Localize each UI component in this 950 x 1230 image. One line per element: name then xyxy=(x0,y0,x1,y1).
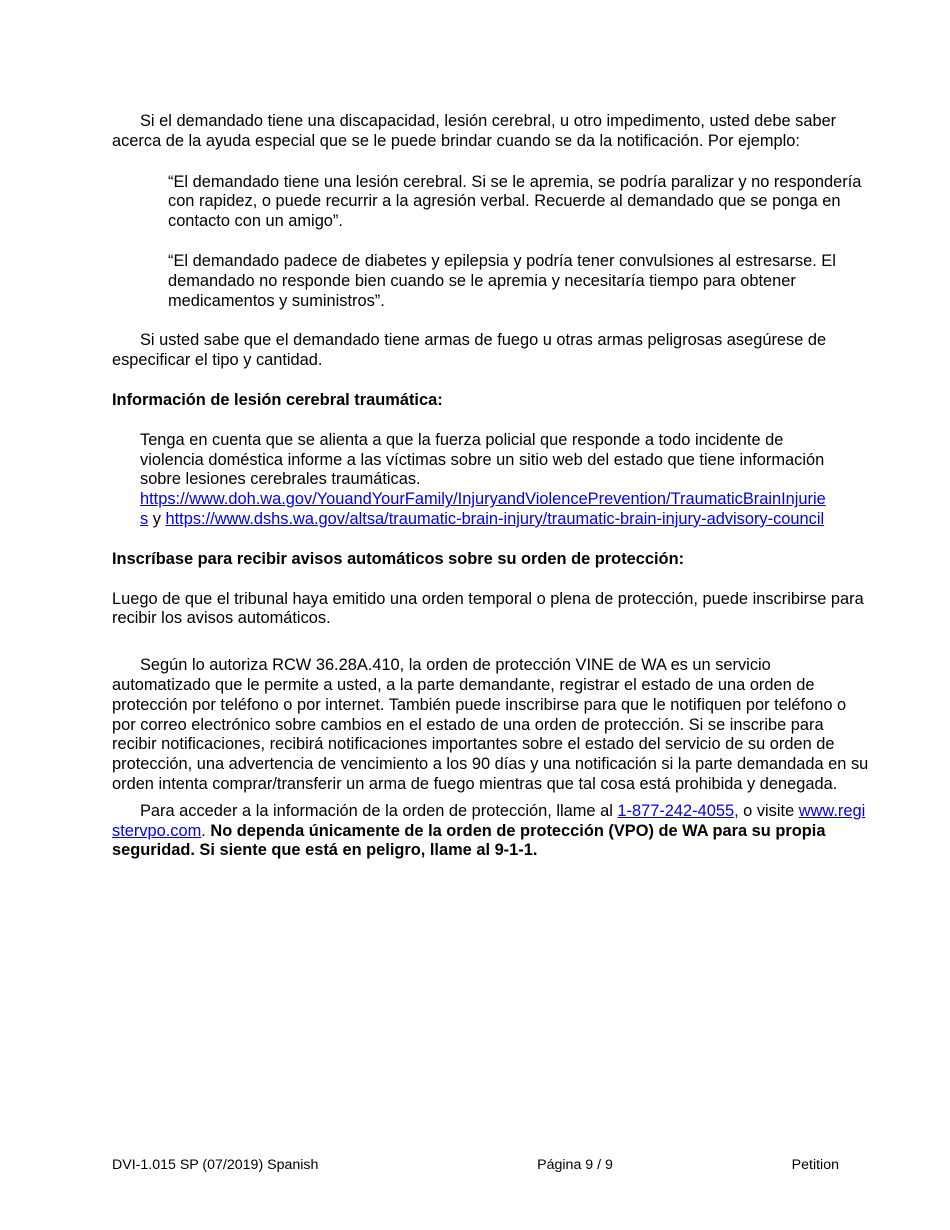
phone-link[interactable]: 1-877-242-4055, xyxy=(617,801,739,820)
document-type: Petition xyxy=(791,1157,839,1173)
tbi-links xyxy=(140,490,832,530)
example-quote-2: “El demandado padece de diabetes y epilepsia y podría tener convulsiones al estresarse. El demandado no responde bien cuando se le apremia y necesitaría tiempo para obtener medicamentos y suministros”. xyxy=(168,251,836,310)
dshs-tbi-link[interactable]: https://www.dshs.wa.gov/altsa/traumatic-brain-injury/traumatic-brain-injury-advisory-council xyxy=(165,509,825,528)
contact-text-start: Para acceder a la información de la orden de protección, llame al xyxy=(140,801,618,820)
intro-paragraph: Si el demandado tiene una discapacidad, lesión cerebral, u otro impedimento, usted debe saber acerca de la ayuda especial que se le puede brindar cuando se da la notificación. Por ejemplo: xyxy=(112,112,837,150)
example-quote-1: “El demandado tiene una lesión cerebral. Si se le apremia, se podría paralizar y no respondería con rapidez, o puede recurrir a la agresión verbal. Recuerde al demandado que se ponga en contacto con un amigo”. xyxy=(168,172,862,231)
registervpo-link[interactable]: www.registervpo.com xyxy=(112,801,866,840)
contact-paragraph xyxy=(112,802,872,861)
page-footer xyxy=(112,1157,839,1174)
notifications-paragraph: Luego de que el tribunal haya emitido una orden temporal o plena de protección, puede inscribirse para recibir los avisos automáticos. xyxy=(112,589,864,628)
contact-text-dot: . xyxy=(201,821,211,840)
contact-text-mid: o visite xyxy=(738,801,799,820)
tbi-paragraph: Tenga en cuenta que se alienta a que la fuerza policial que responde a todo incidente de violencia doméstica informe a las víctimas sobre un sitio web del estado que tiene información sobre lesiones cerebrales traumáticas. xyxy=(140,430,825,489)
safety-warning: No dependa únicamente de la orden de protección (VPO) de WA para su propia seguridad. Si siente que está en peligro, llame al 9-1-1. xyxy=(112,821,826,860)
weapons-paragraph: Si usted sabe que el demandado tiene armas de fuego u otras armas peligrosas asegúrese de especificar el tipo y cantidad. xyxy=(112,331,827,370)
form-id: DVI-1.015 SP (07/2019) Spanish xyxy=(112,1157,319,1173)
link-conjunction: y xyxy=(148,509,166,528)
notifications-heading: Inscríbase para recibir avisos automáticos sobre su orden de protección: xyxy=(112,549,685,568)
tbi-block xyxy=(140,431,832,530)
tbi-heading: Información de lesión cerebral traumática: xyxy=(112,390,443,409)
vine-paragraph: Según lo autoriza RCW 36.28A.410, la orden de protección VINE de WA es un servicio automatizado que le permite a usted, a la parte demandante, registrar el estado de una orden de protección por teléfono o por internet. También puede inscribirse para que le notifiquen por teléfono o por correo electrónico sobre cambios en el estado de una orden de protección. Si se inscribe para recibir notificaciones, recibirá notificaciones importantes sobre el estado del servicio de su orden de protección, una advertencia de vencimiento a los 90 días y una notificación si la parte demandada en su orden intenta comprar/transferir un arma de fuego mientras que tal cosa está prohibida y denegada. xyxy=(112,656,869,793)
page-number: Página 9 / 9 xyxy=(537,1157,613,1173)
document-page xyxy=(112,112,872,861)
doh-tbi-link[interactable]: https://www.doh.wa.gov/YouandYourFamily/InjuryandViolencePrevention/TraumaticBrainInjuries xyxy=(140,490,826,528)
